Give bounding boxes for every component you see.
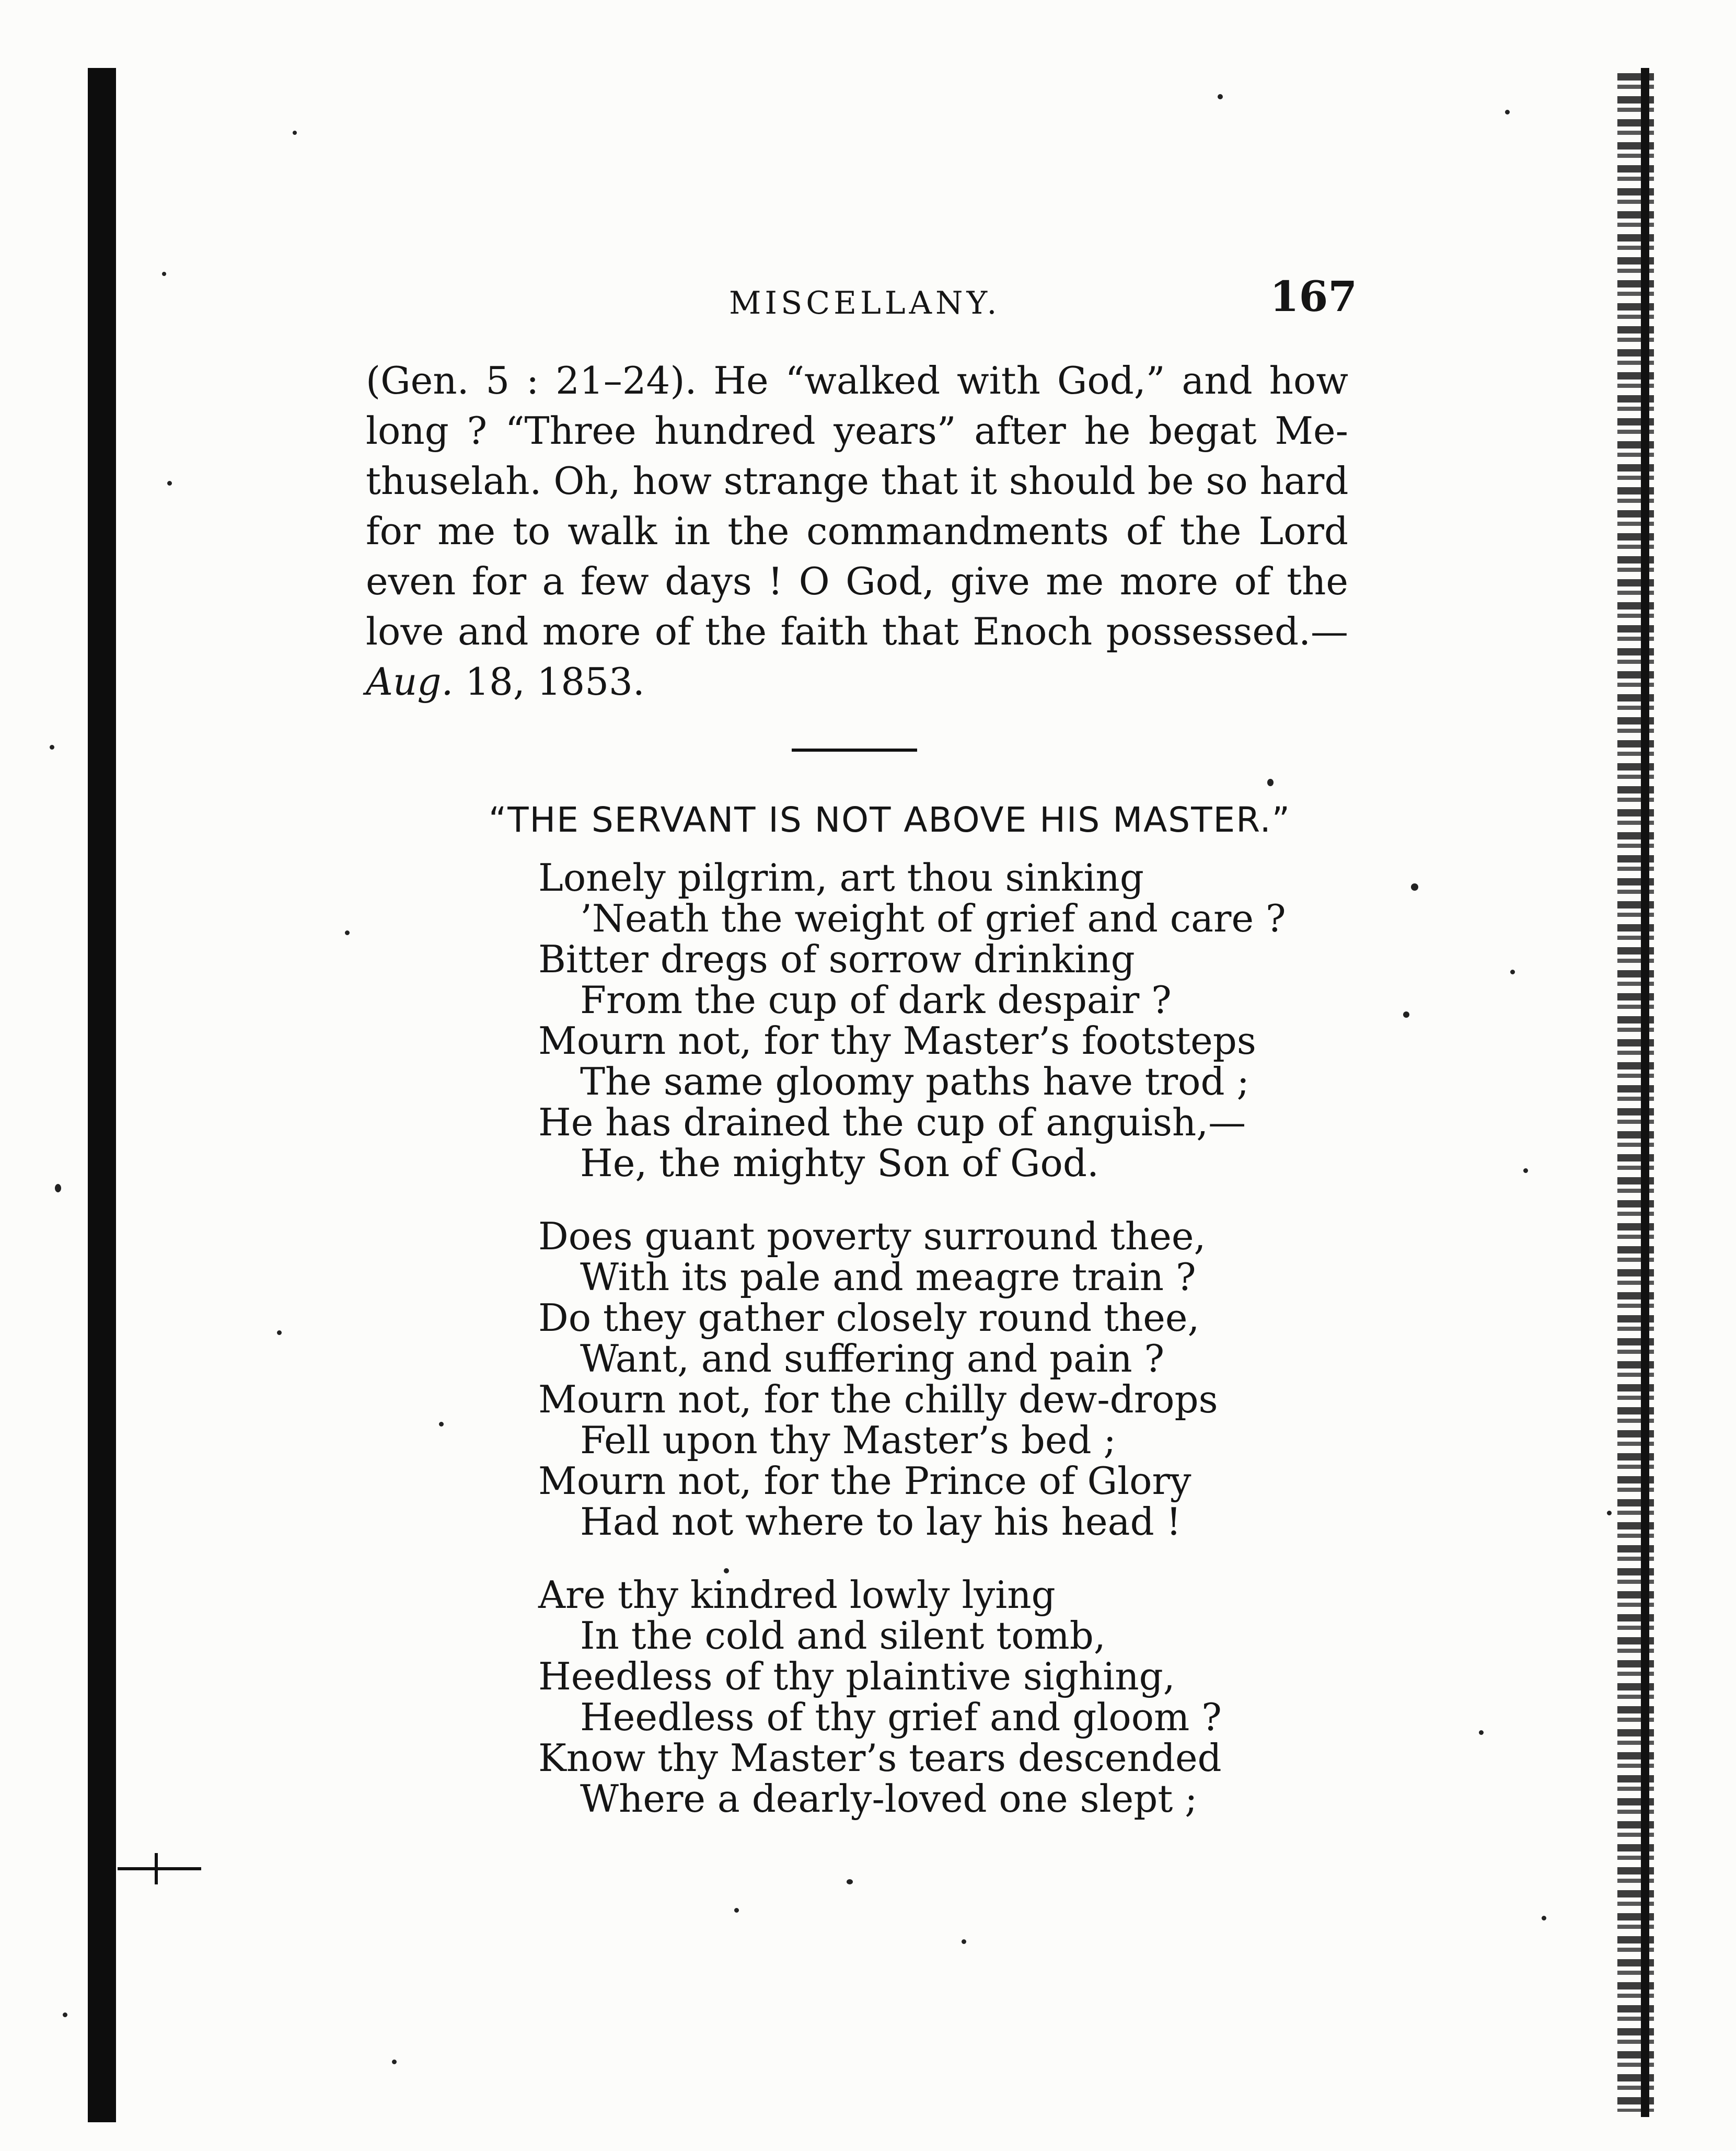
verse-line: Know thy Master’s tears descended xyxy=(538,1736,1222,1780)
verse-line: Heedless of thy plaintive sighing, xyxy=(538,1654,1175,1698)
stanza xyxy=(538,856,1286,1185)
verse-line: He has drained the cup of anguish,— xyxy=(538,1100,1246,1144)
entry-date-month: Aug. xyxy=(366,660,454,704)
verse-line: ’Neath the weight of grief and care ? xyxy=(580,896,1286,940)
verse-line: Do they gather closely round thee, xyxy=(538,1296,1200,1340)
verse-line: Want, and suffering and pain ? xyxy=(580,1337,1165,1381)
speck xyxy=(439,1422,444,1427)
verse-line: Fell upon thy Master’s bed ; xyxy=(580,1418,1116,1462)
speck xyxy=(63,2012,67,2017)
entry-date-day-year: 18, 1853. xyxy=(453,660,645,704)
verse-line: Mourn not, for the Prince of Glory xyxy=(538,1459,1191,1503)
prose-line: (Gen. 5 : 21–24). He “walked with God,” and how xyxy=(366,359,1348,402)
speck xyxy=(1505,110,1510,114)
speck xyxy=(392,2060,397,2064)
section-divider xyxy=(792,749,917,752)
speck xyxy=(167,481,172,486)
verse-line: In the cold and silent tomb, xyxy=(580,1614,1106,1658)
verse-line: Mourn not, for thy Master’s footsteps xyxy=(538,1019,1256,1063)
prose-line: thuselah. Oh, how strange that it should be so hard xyxy=(366,459,1349,503)
scan-mark-vertical xyxy=(155,1853,158,1884)
prose-line: for me to walk in the commandments of the Lord xyxy=(366,509,1348,553)
verse-line: With its pale and meagre train ? xyxy=(580,1255,1196,1299)
poem xyxy=(538,856,1286,1851)
verse-line: From the cup of dark despair ? xyxy=(580,978,1172,1022)
prose-line: even for a few days ! O God, give me more of the xyxy=(366,559,1348,603)
prose-line: love and more of the faith that Enoch possessed.— xyxy=(366,609,1348,653)
scan-mark xyxy=(118,1867,201,1870)
speck xyxy=(1267,779,1274,786)
speck xyxy=(1218,94,1223,99)
verse-line: Had not where to lay his head ! xyxy=(580,1500,1182,1544)
speck xyxy=(962,1939,966,1944)
speck xyxy=(1542,1916,1546,1920)
verse-line: Lonely pilgrim, art thou sinking xyxy=(538,856,1144,900)
speck xyxy=(1607,1511,1612,1515)
prose-line: long ? “Three hundred years” after he begat Me- xyxy=(366,409,1348,453)
verse-line: Heedless of thy grief and gloom ? xyxy=(580,1695,1222,1739)
speck xyxy=(345,930,350,935)
speck xyxy=(162,272,166,276)
prose-paragraph xyxy=(366,355,1348,707)
speck xyxy=(847,1879,853,1884)
verse-line: Where a dearly-loved one slept ; xyxy=(580,1777,1198,1821)
speck xyxy=(277,1330,282,1335)
verse-line: Mourn not, for the chilly dew-drops xyxy=(538,1377,1218,1421)
speck xyxy=(1510,970,1515,974)
speck xyxy=(1479,1730,1484,1735)
page-number: 167 xyxy=(1270,272,1357,321)
speck xyxy=(293,131,297,135)
verse-line: Bitter dregs of sorrow drinking xyxy=(538,937,1135,981)
speck xyxy=(734,1908,739,1913)
verse-line: Does guant poverty surround thee, xyxy=(538,1214,1206,1258)
speck xyxy=(1411,883,1418,891)
entry-date xyxy=(366,657,1348,707)
stanza xyxy=(538,1574,1270,1819)
running-title: MISCELLANY. xyxy=(729,285,1001,321)
poem-title: “THE SERVANT IS NOT ABOVE HIS MASTER.” xyxy=(489,800,1291,840)
verse-line: He, the mighty Son of God. xyxy=(580,1141,1099,1185)
scan-page-edge-line xyxy=(1641,68,1649,2117)
verse-line: Are thy kindred lowly lying xyxy=(538,1573,1056,1617)
scan-binding-shadow xyxy=(88,68,116,2122)
stanza xyxy=(538,1216,1270,1542)
speck xyxy=(50,745,54,750)
speck xyxy=(55,1184,61,1192)
speck xyxy=(1403,1011,1409,1018)
verse-line: The same gloomy paths have trod ; xyxy=(580,1060,1249,1103)
speck xyxy=(1523,1168,1528,1173)
